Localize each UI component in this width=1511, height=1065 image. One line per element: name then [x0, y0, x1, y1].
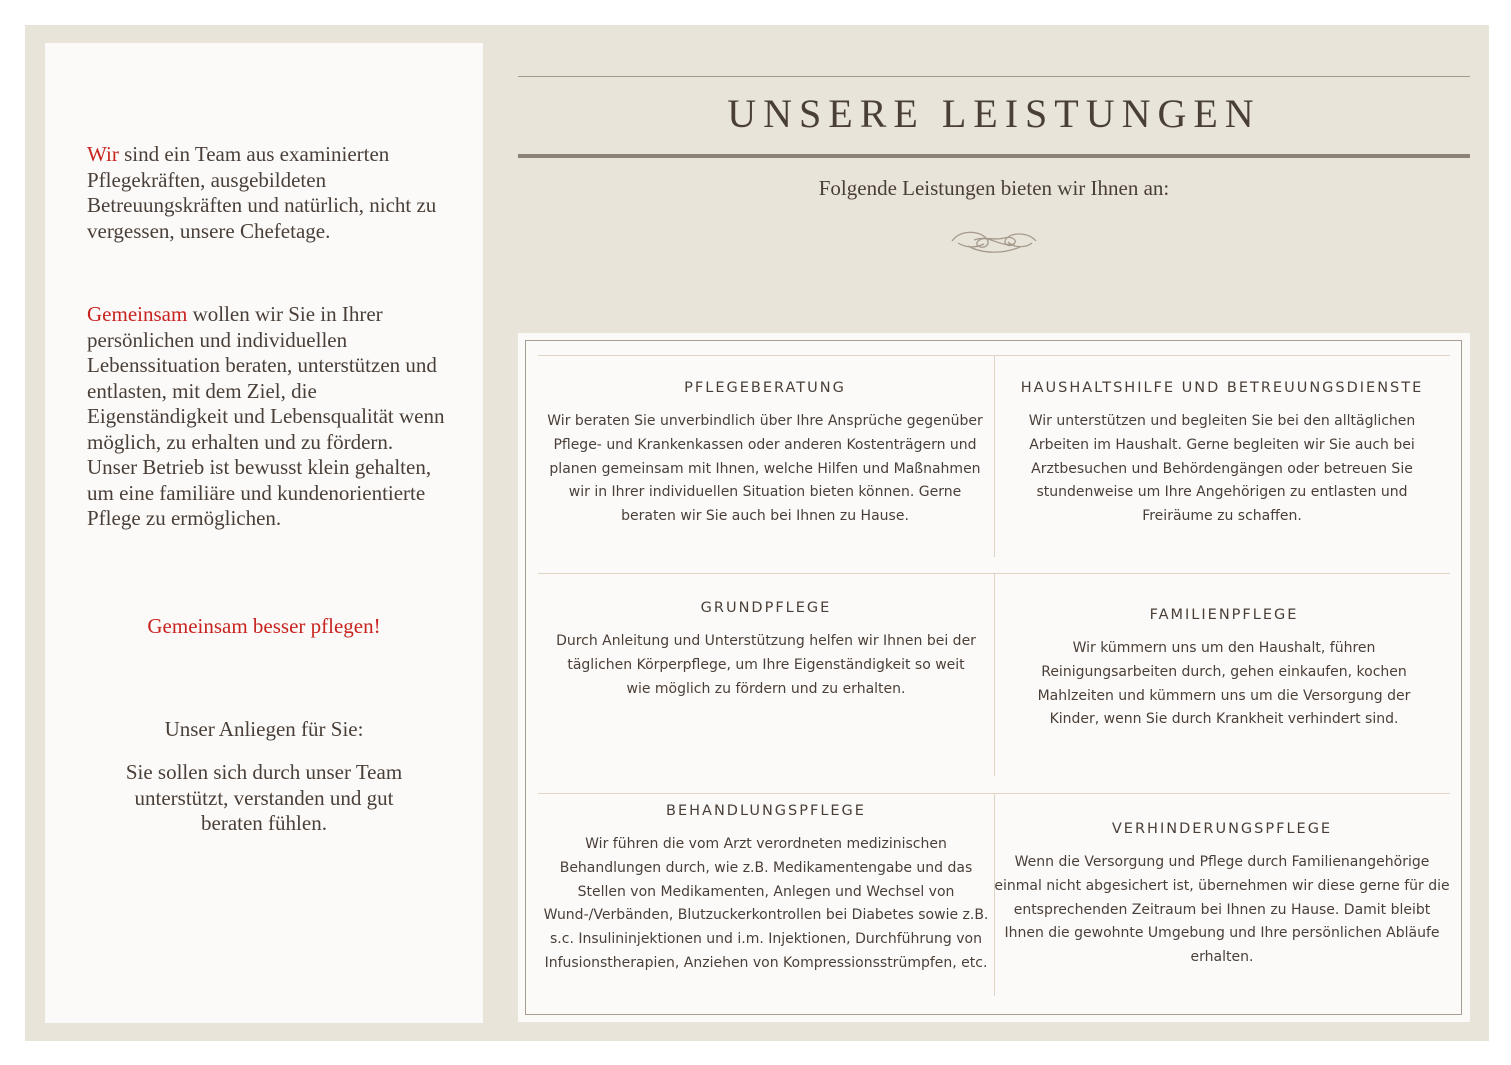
service-text: Wir kümmern uns um den Haushalt, führen Reinigungsarbeiten durch, gehen einkaufen, kochen Mahlzeiten und kümmern uns um die Versorgung der Kinder, wenn Sie durch Krankheit verhindert sind. [1037, 640, 1411, 728]
concern-heading: Unser Anliegen für Sie: [164, 717, 364, 741]
service-pflegeberatung [542, 378, 988, 529]
service-title: BEHANDLUNGSPFLEGE [666, 803, 866, 819]
grid-divider [994, 355, 995, 557]
service-text: Wir beraten Sie unverbindlich über Ihre Ansprüche gegenüber Pflege- und Krankenkassen oder anderen Kostenträgern und planen gemeinsam mit Ihnen, welche Hilfen und Maßnahmen wir in Ihrer individuellen Situation bieten können. Gerne beraten wir Sie auch bei Ihnen zu Hause. [547, 413, 983, 525]
service-verhinderungspflege [992, 819, 1452, 970]
service-text: Wir führen die vom Arzt verordneten medizinischen Behandlungen durch, wie z.B. Medikamentengabe und das Stellen von Medikamenten, Anlegen und Wechsel von Wund-/Verbänden, Blutzuckerkontrollen bei Diabetes sowie z.B. s.c. Insulininjektionen und i.m. Injektionen, Durchführung von Infusionstherapien, Anziehen von Kompressionsstrümpfen, etc. [543, 836, 989, 971]
service-haushaltshilfe [998, 378, 1446, 529]
intro-text: sind ein Team aus examinierten Pflegekräften, ausgebildeten Betreuungskräften und natürlich, nicht zu vergessen, unsere Chefetage. [87, 142, 437, 243]
intro-paragraph-team [87, 142, 447, 244]
title-rule-bottom [518, 154, 1470, 158]
service-behandlungspflege [542, 801, 990, 976]
intro-lead-word: Gemeinsam [87, 302, 188, 326]
flourish-ornament-icon [948, 226, 1040, 256]
service-title: GRUNDPFLEGE [700, 600, 832, 616]
service-text: Wenn die Versorgung und Pflege durch Familienangehörige einmal nicht abgesichert ist, übernehmen wir diese gerne für die entsprechenden Zeitraum bei Ihnen zu Hause. Damit bleibt Ihnen die gewohnte Umgebung und Ihre persönlichen Abläufe erhalten. [994, 854, 1450, 966]
title-rule-top [518, 76, 1470, 77]
intro-text: wollen wir Sie in Ihrer persönlichen und individuellen Lebenssituation beraten, unterstützen und entlasten, mit dem Ziel, die Eigenständigkeit und Lebensqualität wenn möglich, zu erhalten und zu fördern. Unser Betrieb ist bewusst klein gehalten, um eine familiäre und kundenorientierte Pflege zu ermöglichen. [87, 302, 445, 530]
service-title: HAUSHALTSHILFE UND BETREUUNGSDIENSTE [1020, 380, 1424, 396]
intro-paragraph-together [87, 302, 447, 532]
service-title: VERHINDERUNGSPFLEGE [1111, 821, 1333, 837]
service-title: PFLEGEBERATUNG [684, 380, 846, 396]
service-text: Wir unterstützen und begleiten Sie bei den alltäglichen Arbeiten im Haushalt. Gerne begleiten wir Sie auch bei Arztbesuchen und Behördengängen oder betreuen Sie stundenweise um Ihre Angehörigen zu entlasten und Freiräume zu schaffen. [1028, 413, 1416, 525]
slogan: Gemeinsam besser pflegen! [147, 614, 381, 638]
service-familienpflege [994, 605, 1454, 732]
page-title: UNSERE LEISTUNGEN [727, 91, 1261, 136]
page-subtitle: Folgende Leistungen bieten wir Ihnen an: [818, 176, 1170, 200]
service-grundpflege [556, 598, 976, 701]
intro-lead-word: Wir [87, 142, 119, 166]
service-title: FAMILIENPFLEGE [1149, 607, 1299, 623]
concern-text: Sie sollen sich durch unser Team unterstützt, verstanden und gut beraten fühlen. [125, 760, 403, 835]
service-text: Durch Anleitung und Unterstützung helfen wir Ihnen bei der täglichen Körperpflege, um Ihre Eigenständigkeit so weit wie möglich zu fördern und zu erhalten. [556, 633, 976, 697]
